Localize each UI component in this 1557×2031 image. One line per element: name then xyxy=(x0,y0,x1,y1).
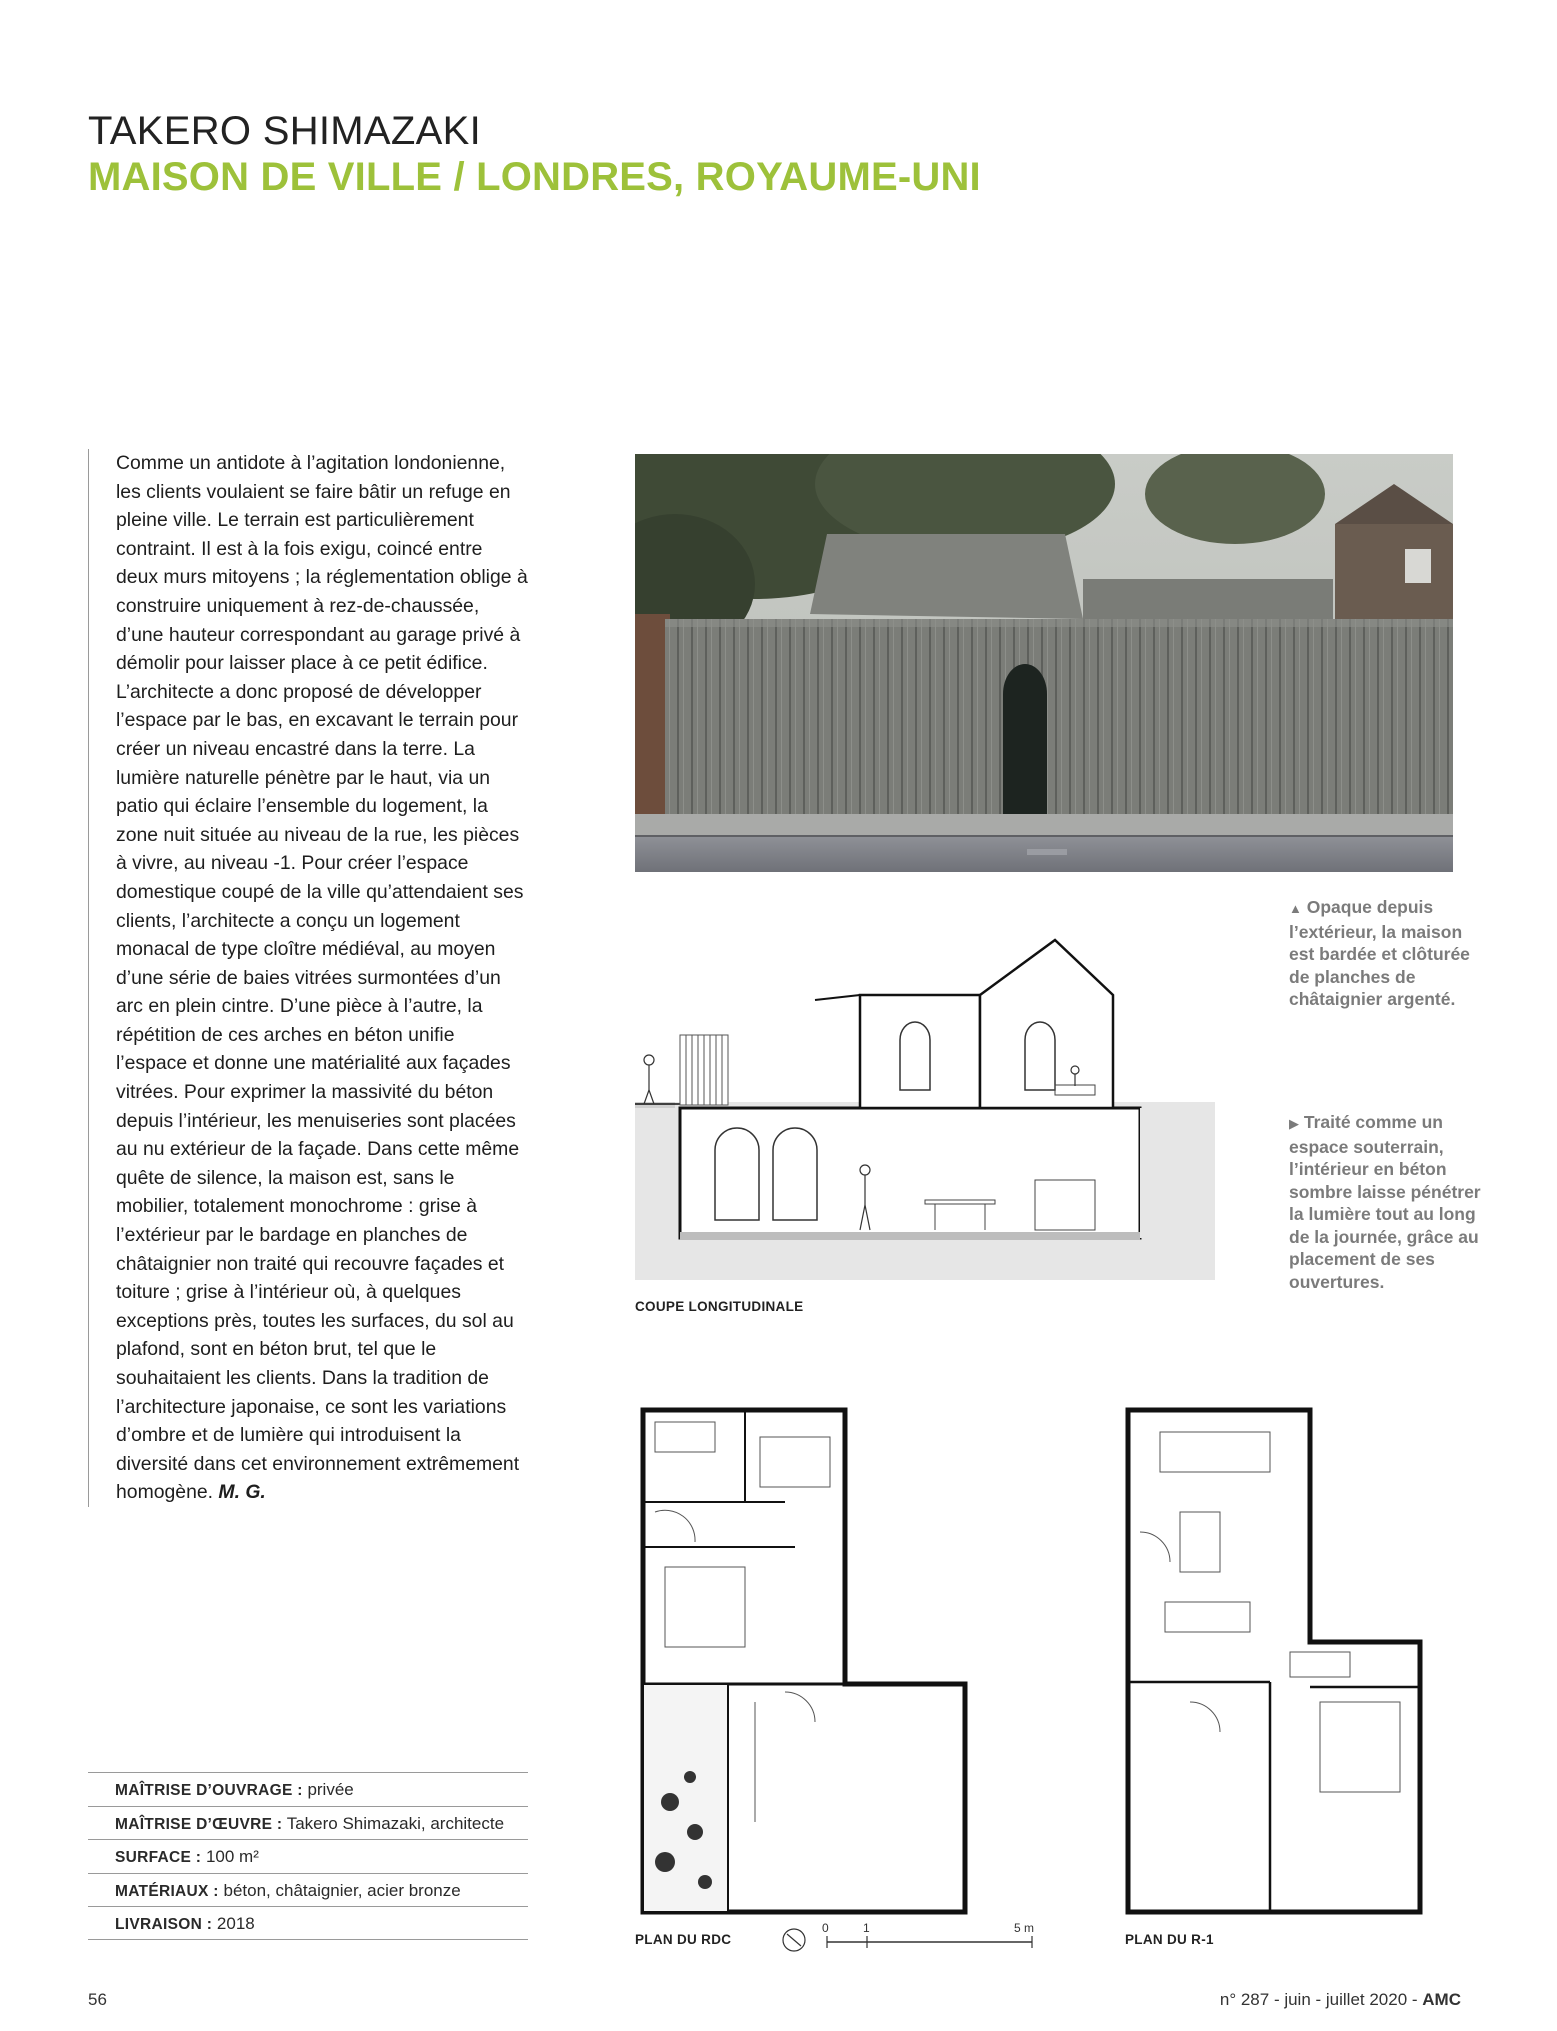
fact-label: LIVRAISON : xyxy=(115,1916,213,1933)
scale-tick-0: 0 xyxy=(822,1921,829,1935)
magazine-name: AMC xyxy=(1422,1990,1461,2009)
fact-delivery xyxy=(88,1906,528,1940)
project-facts xyxy=(88,1772,528,1940)
fact-label: MAÎTRISE D’ŒUVRE : xyxy=(115,1815,283,1833)
interior-caption xyxy=(1289,1111,1484,1293)
scale-tick-end: 5 m xyxy=(1014,1921,1035,1935)
issue-footer xyxy=(1220,1990,1461,2010)
page-number: 56 xyxy=(88,1990,107,2009)
fact-label: MATÉRIAUX : xyxy=(115,1882,219,1900)
section-drawing xyxy=(635,930,1215,1280)
fact-value: béton, châtaignier, acier bronze xyxy=(223,1880,461,1900)
fact-surface xyxy=(88,1839,528,1873)
article-header xyxy=(88,108,981,200)
section-label: COUPE LONGITUDINALE xyxy=(635,1299,804,1314)
section-drawing-illustration xyxy=(635,930,1215,1280)
plan-r1-drawing xyxy=(1120,1402,1460,1922)
fact-client xyxy=(88,1772,528,1806)
fact-label: MAÎTRISE D’OUVRAGE : xyxy=(115,1782,303,1799)
caption-arrow-right-icon: ▶ xyxy=(1289,1116,1299,1131)
exterior-photo xyxy=(635,454,1453,872)
interior-caption-text: Traité comme un espace souterrain, l’intérieur en béton sombre laisse pénétrer la lumière tout au long de la journée, grâce au placement de ses ouvertures. xyxy=(1289,1112,1481,1292)
plan-rdc-label: PLAN DU RDC xyxy=(635,1932,732,1947)
scale-bar xyxy=(782,1916,1042,1956)
architect-name: TAKERO SHIMAZAKI xyxy=(88,109,482,153)
photo-caption-text: Opaque depuis l’extérieur, la maison est bardée et clôturée de planches de châtaignier argenté. xyxy=(1289,897,1470,1009)
fact-materials xyxy=(88,1873,528,1907)
fact-value: Takero Shimazaki, architecte xyxy=(286,1813,505,1833)
fact-value: 100 m² xyxy=(205,1847,259,1866)
issue-info: n° 287 - juin - juillet 2020 - xyxy=(1219,1990,1423,2009)
exterior-photo-illustration xyxy=(635,454,1453,872)
scale-bar-illustration xyxy=(782,1916,1042,1956)
article-body xyxy=(88,449,528,1507)
fact-architect xyxy=(88,1806,528,1840)
plan-rdc-illustration xyxy=(635,1402,990,1922)
body-text: Comme un antidote à l’agitation londonienne, les clients voulaient se faire bâtir un refuge en pleine ville. Le terrain est particulièrement contraint. Il est à la fois exigu, coincé entre deux murs mitoyens ; la réglementation oblige à construire uniquement à rez-de-chaussée, d’une hauteur correspondant au garage privé à démolir pour laisser place à ce petit édifice. L’architecte a donc proposé de développer l’espace par le bas, en excavant le terrain pour créer un niveau encastré dans la terre. La lumière naturelle pénètre par le haut, via un patio qui éclaire l’ensemble du logement, la zone nuit située au niveau de la rue, les pièces à vivre, au niveau -1. Pour créer l’espace domestique coupé de la ville qu’attendaient ses clients, l’architecte a conçu un logement monacal de type cloître médiéval, au moyen d’une série de baies vitrées surmontées d’un arc en plein cintre. D’une pièce à l’autre, la répétition de ces arches en béton unifie l’espace et donne une matérialité aux façades vitrées. Pour exprimer la massivité du béton depuis l’intérieur, les menuiseries sont placées au nu extérieur de la façade. Dans cette même quête de silence, la maison est, sans le mobilier, totalement monochrome : grise à l’extérieur par le bardage en planches de châtaignier non traité qui recouvre façades et toiture ; grise à l’intérieur où, à quelques exceptions près, toutes les surfaces, du sol au plafond, sont en béton brut, tel que le souhaitaient les clients. Dans la tradition de l’architecture japonaise, ce sont les variations d’ombre et de lumière qui introduisent la diversité dans cet environnement extrêmement homogène. xyxy=(116,452,528,1504)
caption-arrow-up-icon: ▲ xyxy=(1289,901,1302,916)
fact-value: privée xyxy=(307,1780,354,1799)
plan-r1-illustration xyxy=(1120,1402,1460,1922)
author-signature: M. G. xyxy=(218,1481,266,1504)
scale-tick-1: 1 xyxy=(863,1921,870,1935)
body-paragraph xyxy=(116,449,528,1507)
plan-r1-label: PLAN DU R-1 xyxy=(1125,1932,1214,1947)
plan-rdc-drawing xyxy=(635,1402,990,1922)
fact-label: SURFACE : xyxy=(115,1849,202,1866)
project-title: MAISON DE VILLE / LONDRES, ROYAUME-UNI xyxy=(88,155,981,199)
photo-caption xyxy=(1289,896,1484,1011)
fact-value: 2018 xyxy=(216,1914,255,1933)
